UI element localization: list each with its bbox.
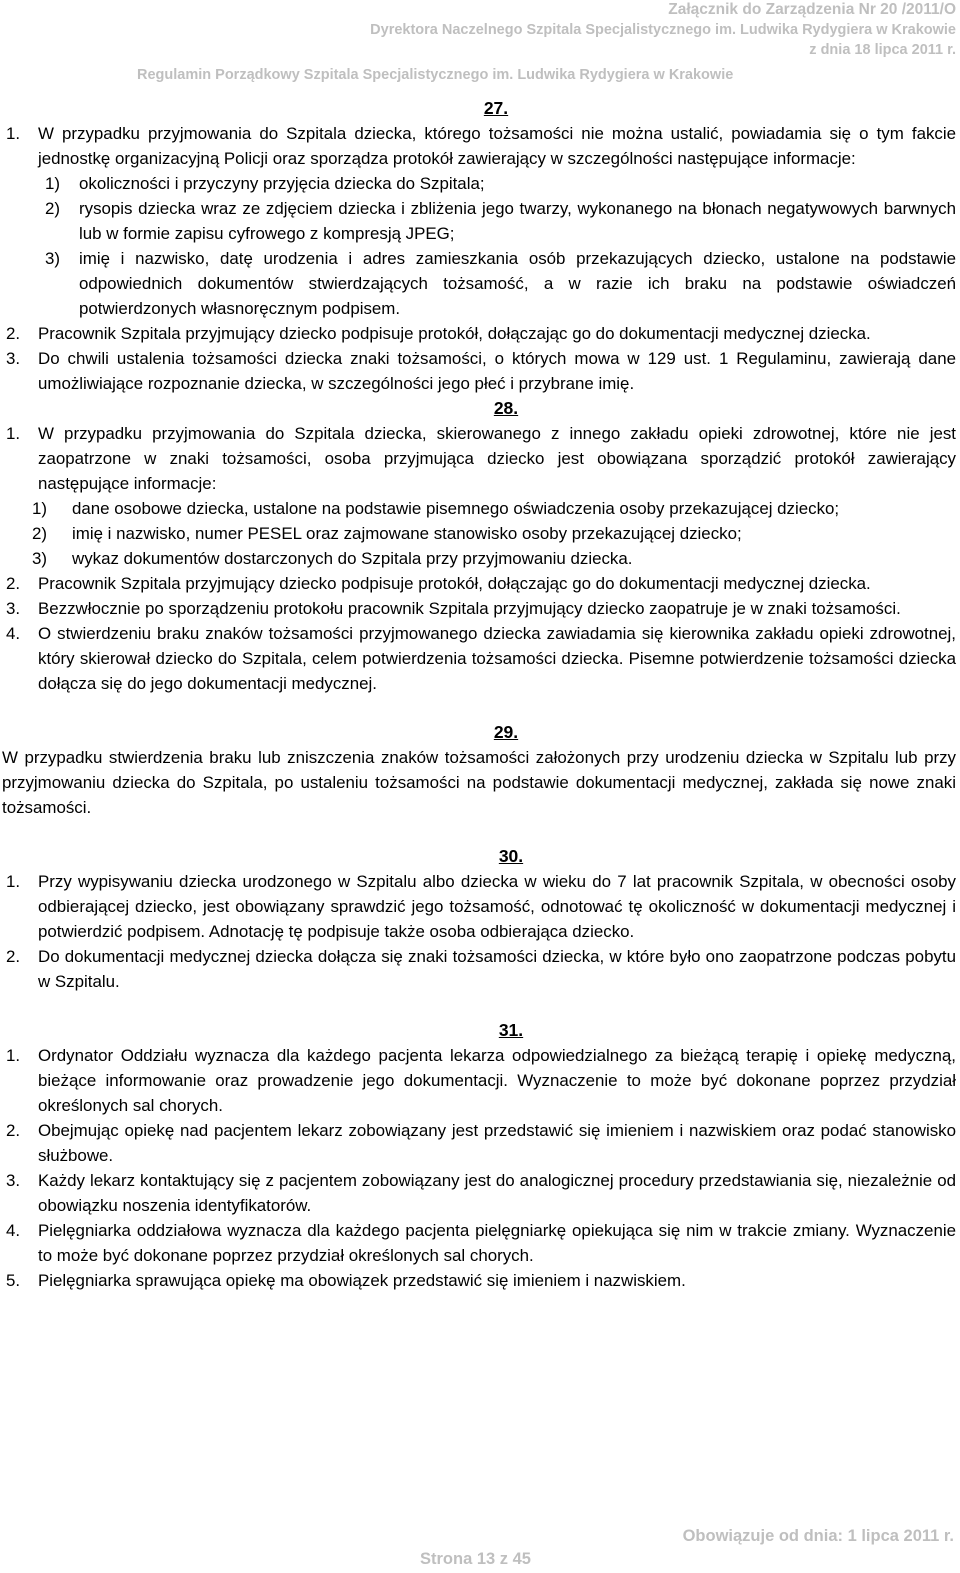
section-heading-28: 28. bbox=[493, 398, 519, 418]
list-item bbox=[6, 421, 956, 496]
item-text: Pielęgniarka oddziałowa wyznacza dla każdego pacjenta pielęgniarkę opiekująca się nim w trakcie zmiany. Wyznaczenie to może być dokonane poprzez przydział określonych sal chorych. bbox=[38, 1221, 956, 1265]
list-item bbox=[6, 1218, 956, 1268]
list-item bbox=[6, 321, 956, 346]
sub-item-number: 2) bbox=[32, 524, 48, 543]
item-text: Pracownik Szpitala przyjmujący dziecko podpisuje protokół, dołączając go do dokumentacji medycznej dziecka. bbox=[38, 574, 871, 593]
item-number: 3. bbox=[6, 599, 21, 618]
item-text: Do chwili ustalenia tożsamości dziecka znaki tożsamości, o których mowa w 129 ust. 1 Regulaminu, zawierają dane umożliwiające rozpoznanie dziecka, w szczególności jego płeć i przybrane imię. bbox=[38, 349, 956, 393]
item-number: 2. bbox=[6, 947, 21, 966]
item-number: 2. bbox=[6, 574, 21, 593]
document-body bbox=[2, 96, 956, 1293]
sub-item-number: 3) bbox=[45, 249, 61, 268]
page-number: Strona 13 z 45 bbox=[420, 1550, 531, 1568]
section-heading-29: 29. bbox=[493, 722, 519, 742]
item-number: 2. bbox=[6, 324, 21, 343]
item-text: O stwierdzeniu braku znaków tożsamości przyjmowanego dziecka zawiadamia się kierownika zakładu opieki zdrowotnej, który skierował dziecko do Szpitala, celem potwierdzenia tożsamości dziecka. Pisemne potwierdzenie tożsamości dziecka dołącza się do jego dokumentacji medycznej. bbox=[38, 624, 956, 693]
sub-item-text: rysopis dziecka wraz ze zdjęciem dziecka i zbliżenia jego twarzy, wykonanego na błonach negatywowych barwnych lub w formie zapisu cyfrowego z kompresją JPEG; bbox=[79, 199, 956, 243]
header-director-line: Dyrektora Naczelnego Szpitala Specjalistycznego im. Ludwika Rydygiera w Krakowie bbox=[370, 22, 956, 38]
list-item bbox=[6, 1268, 956, 1293]
list-item bbox=[6, 596, 956, 621]
section-heading-30: 30. bbox=[498, 846, 524, 866]
paragraph: W przypadku stwierdzenia braku lub zniszczenia znaków tożsamości założonych przy urodzeniu dziecka w Szpitalu lub przy przyjmowaniu dziecka do Szpitala, po ustaleniu tożsamości na podstawie dokumentacji medycznej, zakłada się nowe znaki tożsamości. bbox=[2, 748, 956, 817]
sub-item-text: wykaz dokumentów dostarczonych do Szpitala przy przyjmowaniu dziecka. bbox=[72, 549, 633, 568]
item-number: 4. bbox=[6, 624, 21, 643]
item-text: Do dokumentacji medycznej dziecka dołącza się znaki tożsamości dziecka, w które było ono zaopatrzone podczas pobytu w Szpitalu. bbox=[38, 947, 956, 991]
sub-item-text: imię i nazwisko, numer PESEL oraz zajmowane stanowisko osoby przekazującej dziecko; bbox=[72, 524, 742, 543]
list-item bbox=[6, 1168, 956, 1218]
item-number: 2. bbox=[6, 1121, 21, 1140]
sub-item-text: imię i nazwisko, datę urodzenia i adres zamieszkania osób przekazujących dziecko, ustalone na podstawie odpowiednich dokumentów stwierdzających tożsamość, a w razie ich braku na podstawie oświadczeń potwierdzonych własnoręcznym podpisem. bbox=[79, 249, 956, 318]
item-text: W przypadku przyjmowania do Szpitala dziecka, skierowanego z innego zakładu opieki zdrowotnej, które nie jest zaopatrzone w znaki tożsamości, osoba przyjmująca dziecko jest obowiązana sporządzić protokół zawierający następujące informacje: bbox=[38, 424, 956, 493]
list-item bbox=[6, 346, 956, 396]
header-regulamin-title: Regulamin Porządkowy Szpitala Specjalistycznego im. Ludwika Rydygiera w Krakowie bbox=[137, 67, 734, 83]
item-text: Obejmując opiekę nad pacjentem lekarz zobowiązany jest przedstawić się imieniem i nazwiskiem oraz podać stanowisko służbowe. bbox=[38, 1121, 956, 1165]
item-text: Każdy lekarz kontaktujący się z pacjentem zobowiązany jest do analogicznej procedury przedstawiania się, niezależnie od obowiązku noszenia identyfikatorów. bbox=[38, 1171, 956, 1215]
item-number: 3. bbox=[6, 349, 21, 368]
sub-list-item bbox=[45, 246, 956, 321]
header-attachment-line: Załącznik do Zarządzenia Nr 20 /2011/O bbox=[668, 1, 956, 18]
item-number: 1. bbox=[6, 1046, 21, 1065]
item-text: W przypadku przyjmowania do Szpitala dziecka, którego tożsamości nie można ustalić, powiadamia się o tym fakcie jednostkę organizacyjną Policji oraz sporządza protokół zawierający w szczególności następujące informacje: bbox=[38, 124, 956, 168]
sub-list-item bbox=[45, 171, 956, 196]
list-item bbox=[6, 944, 956, 994]
sub-list-item bbox=[6, 496, 956, 521]
item-number: 5. bbox=[6, 1271, 21, 1290]
sub-item-text: dane osobowe dziecka, ustalone na podstawie pisemnego oświadczenia osoby przekazującej dziecko; bbox=[72, 499, 840, 518]
list-item bbox=[6, 621, 956, 696]
sub-list-item bbox=[45, 196, 956, 246]
sub-item-number: 1) bbox=[45, 174, 61, 193]
section-heading-31: 31. bbox=[498, 1020, 524, 1040]
footer-effective-date: Obowiązuje od dnia: 1 lipca 2011 r. bbox=[682, 1527, 954, 1545]
item-text: Bezzwłocznie po sporządzeniu protokołu pracownik Szpitala przyjmujący dziecko zaopatruje je w znaki tożsamości. bbox=[38, 599, 901, 618]
document-header bbox=[370, 0, 956, 60]
section-heading-27: 27. bbox=[483, 98, 509, 118]
header-date-line: z dnia 18 lipca 2011 r. bbox=[809, 42, 956, 58]
item-text: Pielęgniarka sprawująca opiekę ma obowiązek przedstawić się imieniem i nazwiskiem. bbox=[38, 1271, 686, 1290]
item-number: 1. bbox=[6, 124, 21, 143]
item-text: Ordynator Oddziału wyznacza dla każdego pacjenta lekarza odpowiedzialnego za bieżącą terapię i opiekę medyczną, bieżące informowanie oraz prowadzenie jego dokumentacji. Wyznaczenie to może być dokonane poprzez przydział określonych sal chorych. bbox=[38, 1046, 956, 1115]
list-item bbox=[6, 1043, 956, 1118]
item-number: 4. bbox=[6, 1221, 21, 1240]
item-text: Przy wypisywaniu dziecka urodzonego w Szpitalu albo dziecka w wieku do 7 lat pracownik Szpitala, w obecności osoby odbierającej dziecko, jest obowiązany sprawdzić jego tożsamość, odnotować tę okoliczność w dokumentacji medycznej i potwierdzić podpisem. Adnotację tę podpisuje także osoba odbierająca dziecko. bbox=[38, 872, 956, 941]
sub-item-text: okoliczności i przyczyny przyjęcia dziecka do Szpitala; bbox=[79, 174, 485, 193]
item-number: 1. bbox=[6, 872, 21, 891]
sub-item-number: 2) bbox=[45, 199, 61, 218]
item-number: 1. bbox=[6, 424, 21, 443]
list-item bbox=[6, 121, 956, 171]
sub-item-number: 3) bbox=[32, 549, 48, 568]
item-text: Pracownik Szpitala przyjmujący dziecko podpisuje protokół, dołączając go do dokumentacji medycznej dziecka. bbox=[38, 324, 871, 343]
list-item bbox=[6, 1118, 956, 1168]
sub-item-number: 1) bbox=[32, 499, 48, 518]
item-number: 3. bbox=[6, 1171, 21, 1190]
list-item bbox=[6, 571, 956, 596]
sub-list-item bbox=[6, 521, 956, 546]
list-item bbox=[6, 869, 956, 944]
sub-list-item bbox=[6, 546, 956, 571]
